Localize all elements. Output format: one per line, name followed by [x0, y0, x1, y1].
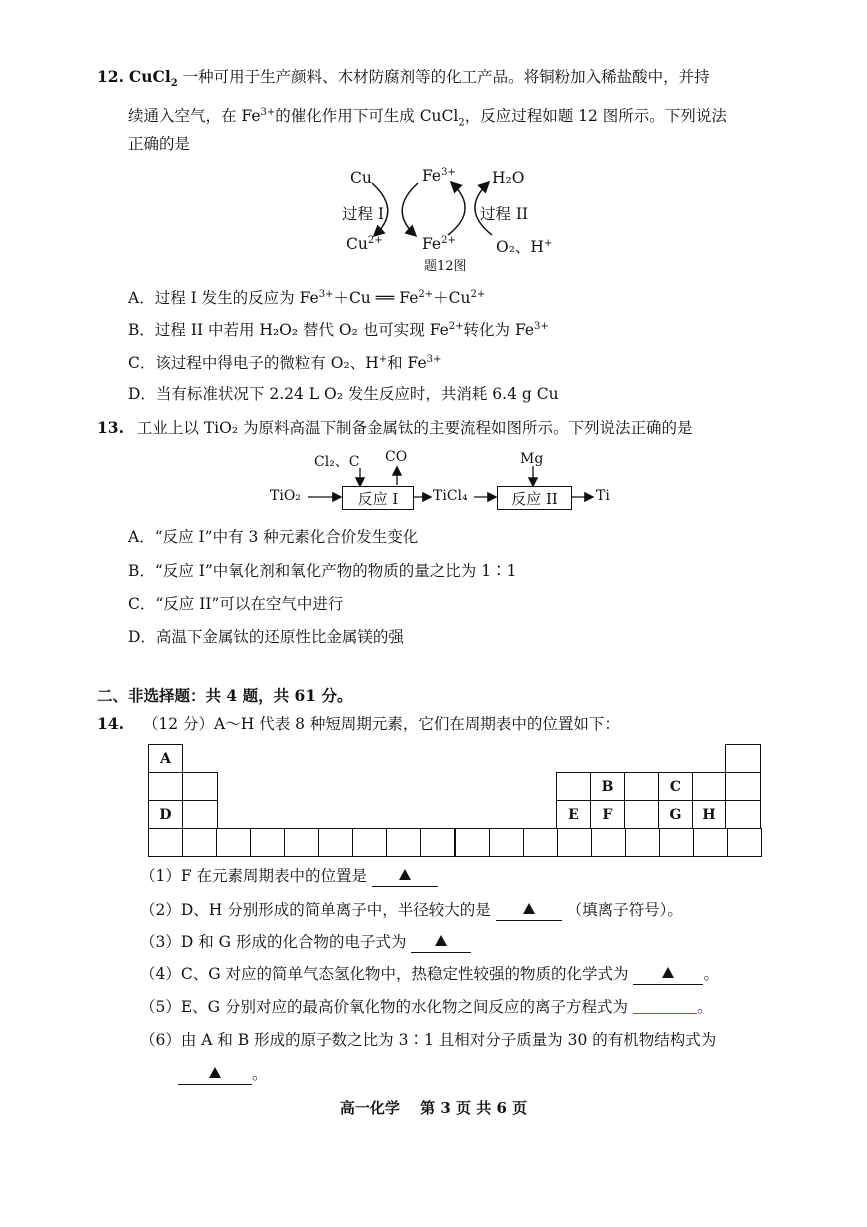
pt-cell	[182, 828, 217, 857]
reaction-1-box: 反应 I	[342, 486, 414, 510]
answer-blank-6[interactable]	[178, 1064, 252, 1085]
pt-cell	[489, 828, 524, 857]
q14-sub6: （6）由 A 和 B 形成的原子数之比为 3∶1 且相对分子质量为 30 的有机物结构式为	[140, 1031, 717, 1049]
pt-cell-F: F	[590, 800, 625, 829]
triangle-icon	[662, 967, 674, 978]
q14-stem: 14. （12 分）A～H 代表 8 种短周期元素，它们在周期表中的位置如下：	[97, 714, 620, 733]
q14-sub2: （2）D、H 分别形成的简单离子中，半径较大的是 （填离子符号）。	[140, 901, 683, 919]
pt-cell	[557, 828, 592, 857]
pt-cell-E: E	[556, 800, 591, 829]
answer-blank-5[interactable]	[633, 999, 697, 1014]
pt-cell-G: G	[658, 800, 693, 829]
q12-option-d[interactable]: D．当有标准状况下 2.24 L O₂ 发生反应时，共消耗 6.4 g Cu	[128, 385, 559, 403]
pt-cell	[556, 772, 591, 801]
triangle-icon	[399, 869, 411, 880]
pt-cell	[725, 772, 761, 801]
pt-cell	[318, 828, 353, 857]
q12-option-b[interactable]: B．过程 II 中若用 H₂O₂ 替代 O₂ 也可实现 $Fe^{2+}$转化为 $Fe^{3+}$	[128, 321, 549, 340]
pt-cell	[352, 828, 387, 857]
q13-option-b[interactable]: B．“反应 I”中氧化剂和氧化产物的物质的量之比为 1∶1	[128, 562, 517, 580]
answer-blank-4[interactable]	[633, 964, 703, 985]
page-footer: 高一化学 第 3 页 共 6 页	[339, 1099, 528, 1117]
q12-option-a[interactable]: A．过程 I 发生的反应为 $Fe^{3+}+Cu$ ══ $Fe^{2+}+Cu^{2+}$	[128, 289, 486, 308]
pt-cell	[727, 828, 762, 857]
q12-line1	[97, 67, 710, 94]
answer-blank-2[interactable]	[496, 900, 562, 921]
q12-caption: 题12图	[424, 259, 467, 274]
pt-cell-C: C	[658, 772, 693, 801]
pt-cell	[591, 828, 626, 857]
pt-cell	[250, 828, 285, 857]
q14-sub1: （1）F 在元素周期表中的位置是	[140, 866, 438, 887]
pt-cell	[216, 828, 251, 857]
pt-cell	[182, 800, 218, 829]
answer-blank-1[interactable]	[372, 866, 438, 887]
pt-cell	[284, 828, 319, 857]
pt-cell-A: A	[148, 744, 183, 773]
q12-line2: 续通入空气，在 $Fe^{3+}$的催化作用下可生成 CuCl$_2$，反应过程如题 12 图所示。下列说法	[128, 107, 727, 129]
triangle-icon	[523, 903, 535, 914]
pt-cell	[523, 828, 558, 857]
q12-option-c[interactable]: C．该过程中得电子的微粒有 O₂、H+和 $Fe^{3+}$	[128, 354, 442, 373]
pt-cell	[148, 828, 183, 857]
q12-number: 12.	[97, 67, 124, 86]
q12-stem-1: 一种可用于生产颜料、木材防腐剂等的化工产品。将铜粉加入稀盐酸中，并持	[182, 68, 710, 86]
pt-cell	[725, 800, 761, 829]
pt-cell	[624, 800, 659, 829]
q14-sub5: （5）E、G 分别对应的最高价氧化物的水化物之间反应的离子方程式为 。	[140, 998, 713, 1016]
pt-cell-D: D	[148, 800, 183, 829]
pt-cell	[455, 828, 490, 857]
pt-cell-H: H	[692, 800, 726, 829]
q12-line3: 正确的是	[128, 135, 191, 153]
q13-option-a[interactable]: A．“反应 I”中有 3 种元素化合价发生变化	[128, 528, 419, 546]
q13-stem: 13. 工业上以 TiO₂ 为原料高温下制备金属钛的主要流程如图所示。下列说法正确的是	[97, 418, 693, 437]
answer-blank-3[interactable]	[411, 932, 471, 953]
q12-cycle-diagram: Cu $Fe^{3+}$ H₂O 过程 I 过程 II $Cu^{2+}$ $Fe^{2+}$ O₂、H+ 题12图	[330, 165, 570, 275]
q13-option-d[interactable]: D．高温下金属钛的还原性比金属镁的强	[128, 628, 404, 646]
pt-cell	[182, 772, 218, 801]
q13-flow-diagram: Cl₂、C CO Mg TiO₂ 反应 I TiCl₄ 反应 II Ti	[270, 448, 630, 518]
q14-sub6-answer: 。	[178, 1064, 268, 1085]
pt-cell	[693, 828, 728, 857]
section2-heading: 二、非选择题：共 4 题，共 61 分。	[97, 686, 353, 705]
pt-cell	[420, 828, 455, 857]
pt-cell	[625, 828, 660, 857]
q13-option-c[interactable]: C．“反应 II”可以在空气中进行	[128, 595, 344, 613]
q12-formula: CuCl$_2$	[128, 67, 178, 90]
pt-cell	[148, 772, 183, 801]
pt-cell	[624, 772, 659, 801]
triangle-icon	[435, 935, 447, 946]
pt-cell	[386, 828, 421, 857]
pt-cell	[659, 828, 694, 857]
pt-cell-B: B	[590, 772, 625, 801]
q14-sub3: （3）D 和 G 形成的化合物的电子式为	[140, 932, 471, 953]
q14-sub4: （4）C、G 对应的简单气态氢化物中，热稳定性较强的物质的化学式为 。	[140, 965, 719, 983]
pt-cell	[692, 772, 726, 801]
reaction-2-box: 反应 II	[497, 486, 572, 510]
triangle-icon	[209, 1067, 221, 1078]
pt-cell-He	[725, 744, 761, 773]
